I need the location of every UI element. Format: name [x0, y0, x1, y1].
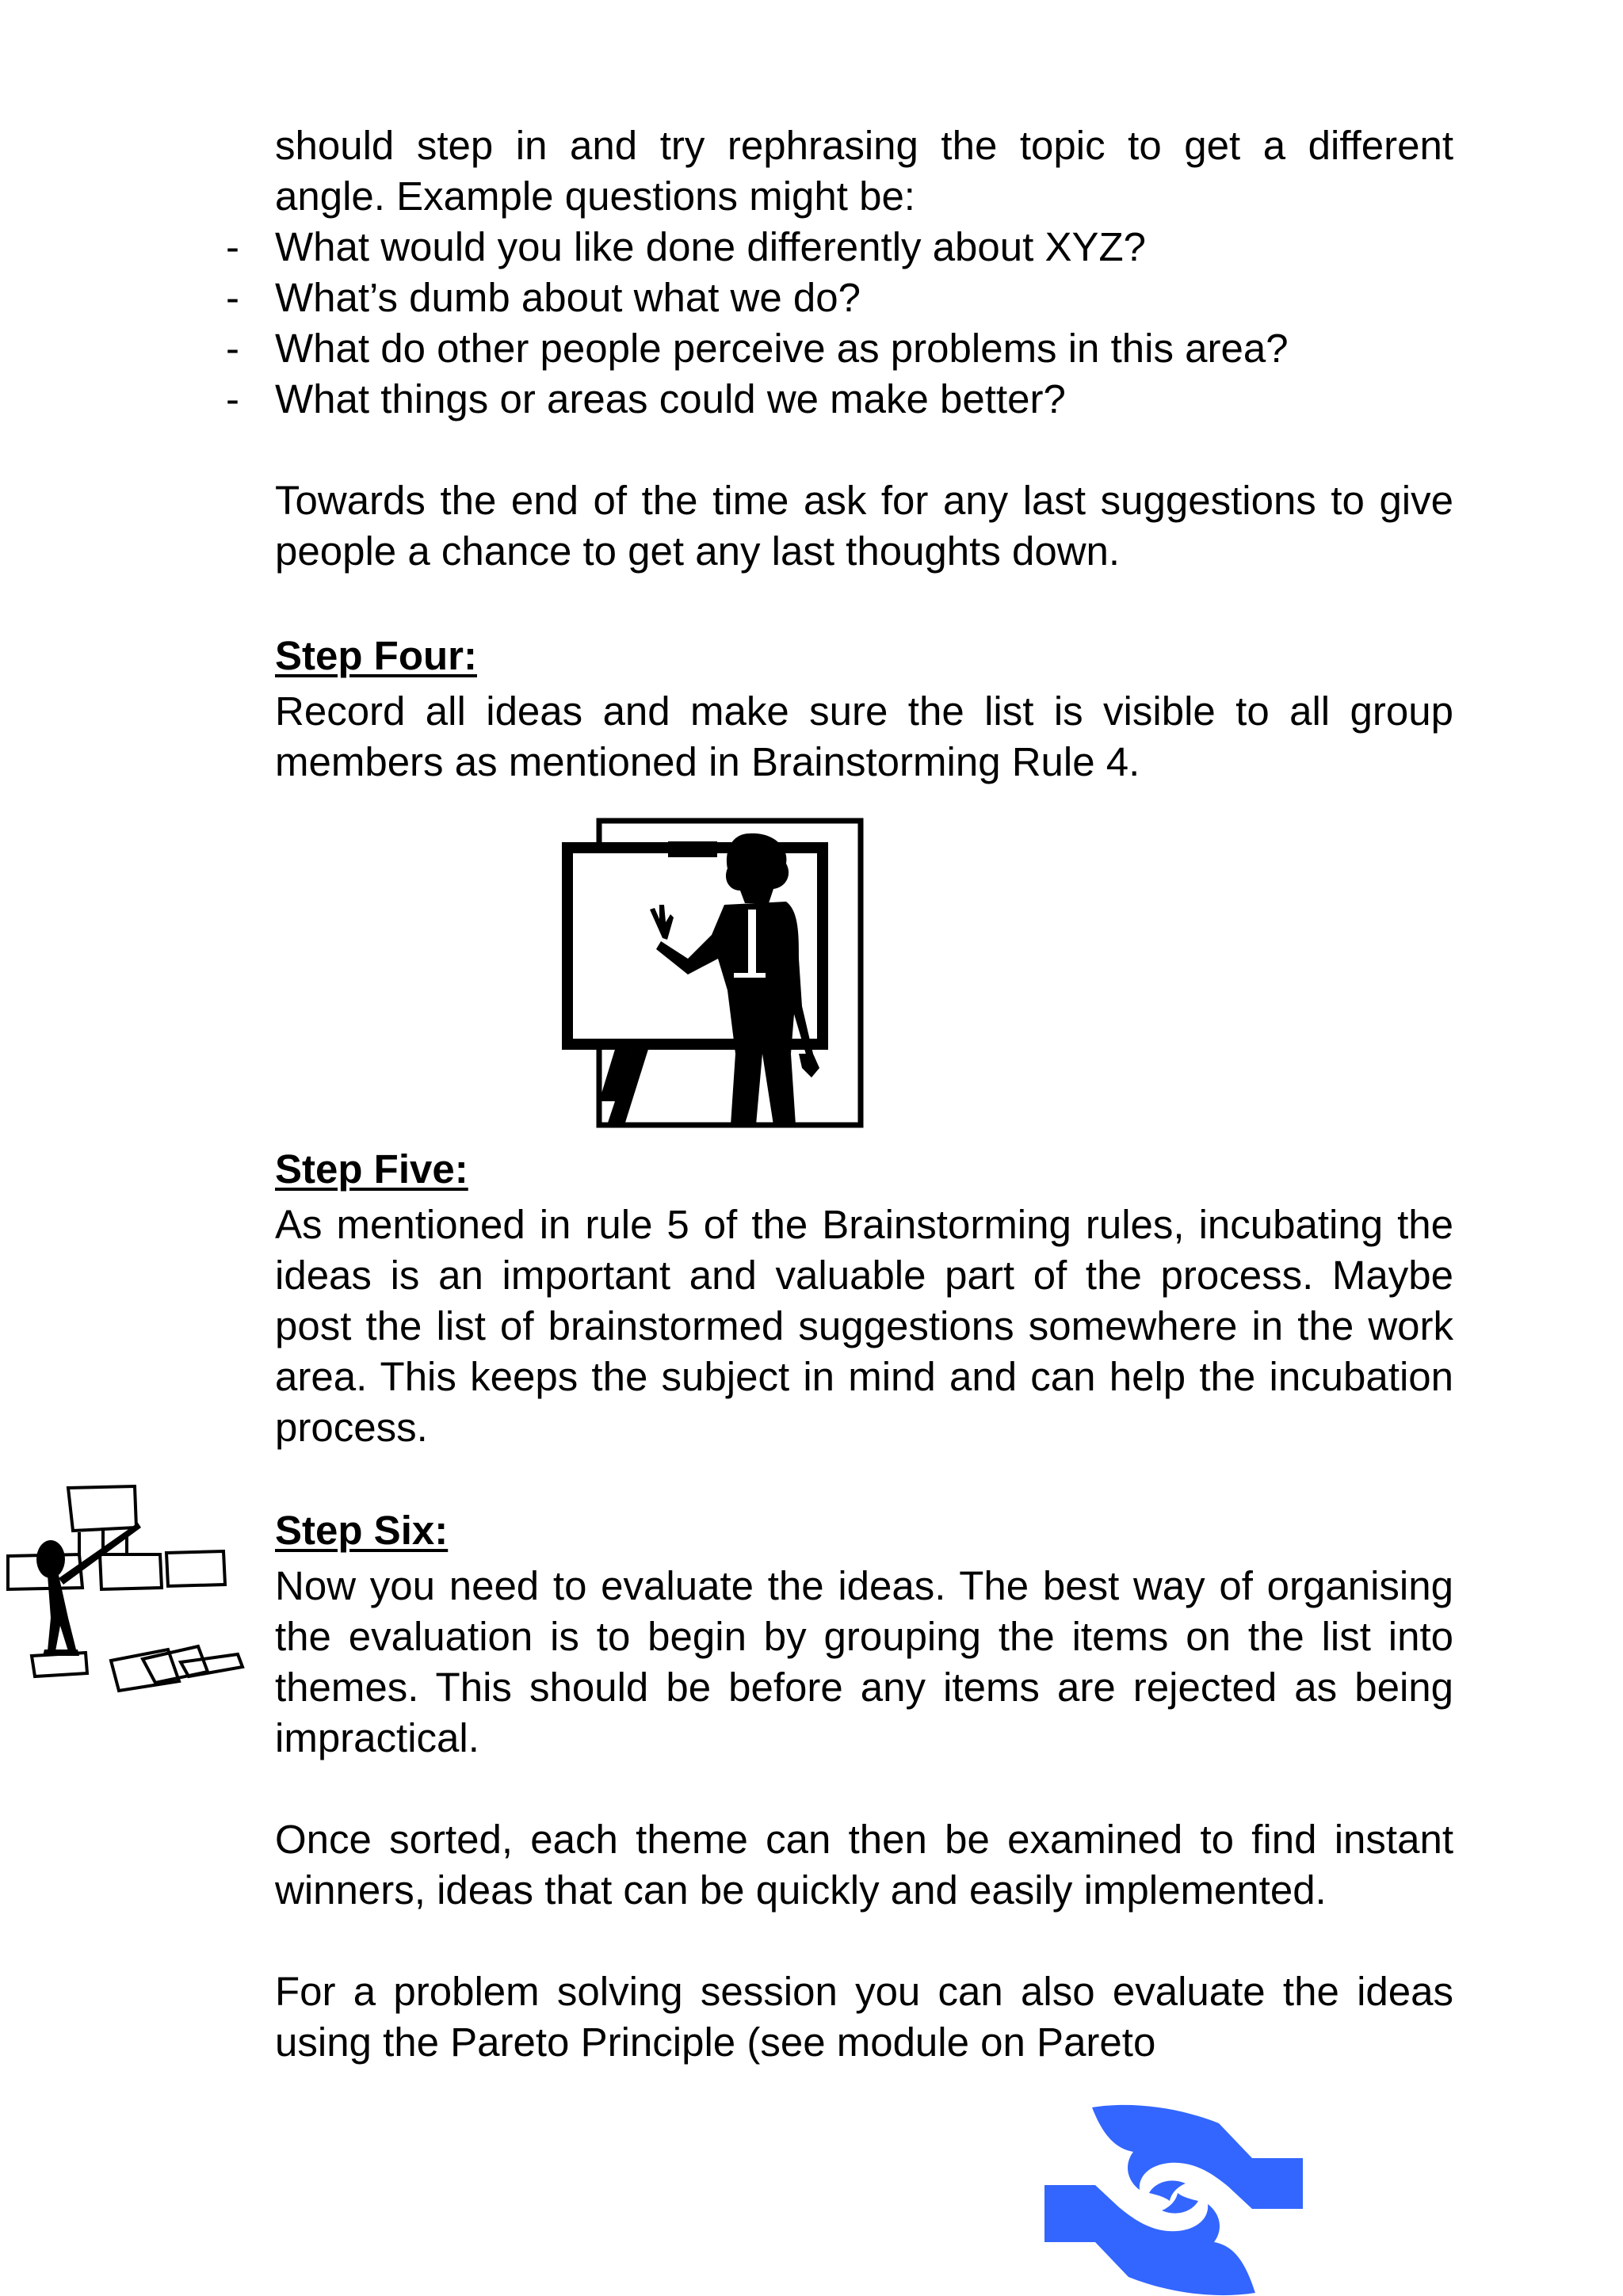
- presenter-illustration: [561, 816, 865, 1130]
- step-six-heading: Step Six:: [275, 1508, 449, 1553]
- step-five-body: As mentioned in rule 5 of the Brainstorming rules, incubating the ideas is an important and valuable part of the process. Maybe post the list of brainstormed suggestions somewhere in the work area. This keeps the subject in mind and can help the incubation process.: [275, 1202, 1453, 1450]
- step-six-body-3: For a problem solving session you can also evaluate the ideas using the Pareto Principle (see module on Pareto: [275, 1969, 1453, 2065]
- handshake-logo: [1044, 2104, 1303, 2296]
- list-item: - What do other people perceive as problems in this area?: [275, 323, 1453, 374]
- list-item: - What things or areas could we make better?: [275, 374, 1453, 425]
- step-four-heading: Step Four:: [275, 633, 477, 678]
- stick-figure-illustration: [0, 1483, 262, 1721]
- step-six-body-2: Once sorted, each theme can then be examined to find instant winners, ideas that can be quickly and easily implemented.: [275, 1817, 1453, 1913]
- step-six-body-1: Now you need to evaluate the ideas. The best way of organising the evaluation is to begin by grouping the items on the list into themes. This should be before any items are rejected as being impractical.: [275, 1563, 1453, 1760]
- step-four-body: Record all ideas and make sure the list is visible to all group members as mentioned in Brainstorming Rule 4.: [275, 688, 1453, 784]
- list-item: - What’s dumb about what we do?: [275, 273, 1453, 323]
- step-five-heading: Step Five:: [275, 1146, 468, 1192]
- intro-line-1: should step in and try rephrasing the topic to get a different: [275, 123, 1453, 168]
- example-questions-list: [275, 222, 1453, 425]
- list-item: - What would you like done differently about XYZ?: [275, 222, 1453, 273]
- logo-shape: [1044, 2105, 1303, 2295]
- intro-line-2: angle. Example questions might be:: [275, 174, 915, 219]
- intro-text: [275, 120, 1453, 222]
- closing-paragraph: Towards the end of the time ask for any last suggestions to give people a chance to get any last thoughts down.: [275, 478, 1453, 574]
